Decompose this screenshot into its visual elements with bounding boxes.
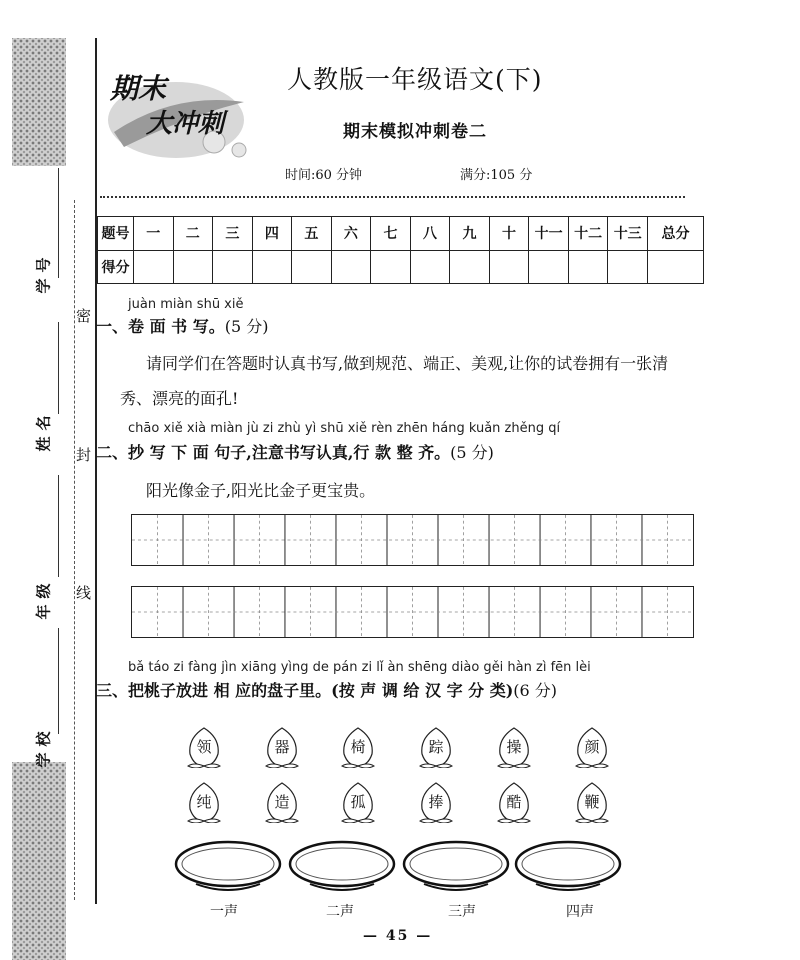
score-cell[interactable] (292, 250, 332, 284)
cell-q11: 十一 (529, 217, 569, 251)
school-label: 学校 (34, 725, 53, 768)
peach-char: 造 (274, 793, 290, 811)
seal-char-mi: 密 (76, 307, 92, 325)
peach-card[interactable] (338, 724, 378, 768)
score-cell[interactable] (608, 250, 648, 284)
page-title: 人教版一年级语文(下) (287, 65, 543, 94)
seal-char-xian: 线 (76, 584, 92, 602)
q3-title-text: 三、把桃子放进 相 应的盘子里。(按 声 调 给 汉 字 分 类) (96, 681, 514, 700)
cell-score-label: 得分 (98, 250, 134, 284)
peach-char: 捧 (428, 793, 444, 811)
score-cell[interactable] (489, 250, 529, 284)
cell-q1: 一 (134, 217, 174, 251)
peach-card[interactable] (572, 779, 612, 823)
peach-card[interactable] (262, 724, 302, 768)
seal-dash-line (74, 200, 75, 900)
peach-card[interactable] (572, 724, 612, 768)
cell-total: 总分 (648, 217, 704, 251)
q1-title-text: 一、卷 面 书 写。 (96, 317, 225, 336)
score-cell[interactable] (568, 250, 608, 284)
cell-q6: 六 (331, 217, 371, 251)
score-cell[interactable] (252, 250, 292, 284)
peach-card[interactable] (416, 724, 456, 768)
cell-q8: 八 (410, 217, 450, 251)
plate-tone2[interactable] (288, 838, 396, 896)
q2-title-text: 二、抄 写 下 面 句子,注意书写认真,行 款 整 齐。 (96, 443, 451, 462)
student-id-label: 学号 (34, 251, 53, 294)
plate-label-tone2: 二声 (326, 904, 354, 920)
peach-char: 椅 (350, 738, 366, 756)
q1-pinyin: juàn miàn shū xiě (128, 297, 244, 312)
header-divider (100, 196, 685, 198)
student-id-field[interactable] (58, 168, 60, 278)
plate-label-tone1: 一声 (210, 904, 238, 920)
score-cell[interactable] (410, 250, 450, 284)
q2-pinyin: chāo xiě xià miàn jù zi zhù yì shū xiě rèn zhēn háng kuǎn zhěng qí (128, 421, 561, 436)
q1-title (96, 314, 268, 337)
cell-question-no: 题号 (98, 217, 134, 251)
exam-sprint-logo (104, 62, 254, 162)
cell-q4: 四 (252, 217, 292, 251)
cell-q7: 七 (371, 217, 411, 251)
exam-time: 时间:60 分钟 (285, 168, 363, 183)
name-field[interactable] (58, 322, 60, 414)
cell-q12: 十二 (568, 217, 608, 251)
logo-line1: 期末 (110, 72, 167, 105)
score-cell[interactable] (331, 250, 371, 284)
name-label: 姓名 (34, 409, 53, 452)
peach-card[interactable] (494, 724, 534, 768)
page-number: — 45 — (363, 928, 433, 944)
peach-card[interactable] (338, 779, 378, 823)
score-cell[interactable] (134, 250, 174, 284)
score-cell[interactable] (371, 250, 411, 284)
peach-char: 孤 (350, 793, 366, 811)
peach-card[interactable] (494, 779, 534, 823)
q1-text-line2: 秀、漂亮的面孔! (120, 389, 239, 408)
cell-q13: 十三 (608, 217, 648, 251)
score-table-header-row (98, 217, 704, 251)
q2-title (96, 440, 494, 463)
score-cell[interactable] (173, 250, 213, 284)
q2-points: (5 分) (450, 443, 494, 462)
school-field[interactable] (58, 628, 60, 734)
q3-points: (6 分) (513, 681, 558, 700)
peach-char: 器 (274, 738, 290, 756)
plate-tone1[interactable] (174, 838, 282, 896)
exam-full-score: 满分:105 分 (460, 168, 533, 183)
writing-grid-1[interactable] (131, 514, 694, 566)
plate-label-tone4: 四声 (566, 904, 594, 920)
cell-q10: 十 (489, 217, 529, 251)
cell-q5: 五 (292, 217, 332, 251)
cell-q3: 三 (213, 217, 253, 251)
q3-pinyin: bǎ táo zi fàng jìn xiāng yìng de pán zi lǐ àn shēng diào gěi hàn zì fēn lèi (128, 660, 591, 675)
cell-q2: 二 (173, 217, 213, 251)
binding-line (95, 38, 97, 904)
peach-card[interactable] (262, 779, 302, 823)
cell-q9: 九 (450, 217, 490, 251)
score-cell[interactable] (529, 250, 569, 284)
binding-pattern-top (12, 38, 66, 166)
plate-tone4[interactable] (514, 838, 622, 896)
peach-card[interactable] (416, 779, 456, 823)
peach-char: 踪 (428, 738, 444, 756)
binding-pattern-bottom (12, 762, 66, 960)
q1-points: (5 分) (224, 317, 269, 336)
writing-grid-2[interactable] (131, 586, 694, 638)
q1-text-line1: 请同学们在答题时认真书写,做到规范、端正、美观,让你的试卷拥有一张清 (146, 354, 669, 373)
grade-field[interactable] (58, 475, 60, 577)
peach-char: 操 (506, 738, 522, 756)
peach-card[interactable] (184, 724, 224, 768)
score-cell[interactable] (450, 250, 490, 284)
score-table (97, 216, 704, 284)
peach-char: 领 (196, 738, 212, 756)
plate-label-tone3: 三声 (448, 904, 476, 920)
logo-line2: 大冲刺 (146, 109, 225, 139)
q3-title (96, 678, 557, 701)
grade-label: 年级 (34, 577, 53, 620)
score-cell[interactable] (213, 250, 253, 284)
peach-char: 鞭 (584, 793, 600, 811)
plate-tone3[interactable] (402, 838, 510, 896)
peach-card[interactable] (184, 779, 224, 823)
q2-sentence: 阳光像金子,阳光比金子更宝贵。 (146, 481, 376, 500)
exam-subtitle: 期末模拟冲刺卷二 (343, 122, 487, 142)
score-table-score-row (98, 250, 704, 284)
peach-char: 颜 (584, 738, 600, 756)
peach-char: 纯 (196, 793, 212, 811)
peach-char: 酷 (506, 793, 522, 811)
seal-char-feng: 封 (76, 446, 92, 464)
score-cell-total[interactable] (648, 250, 704, 284)
